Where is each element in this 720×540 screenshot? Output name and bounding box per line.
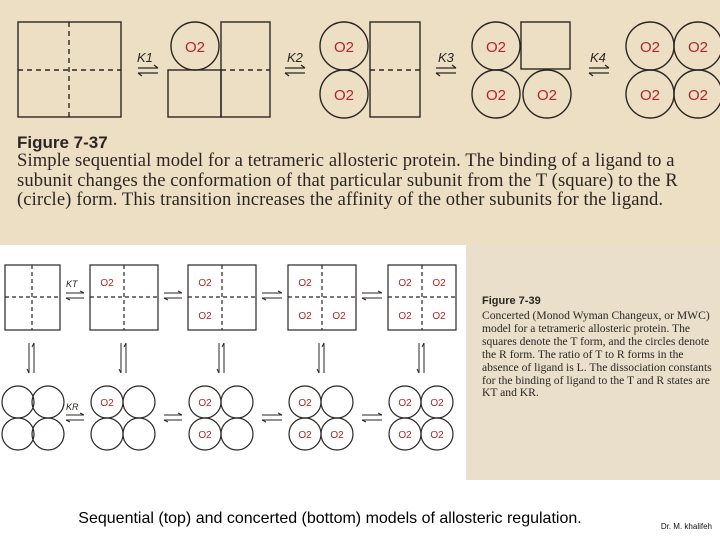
o2-label: O2 <box>298 398 312 409</box>
o2-label: O2 <box>298 311 312 322</box>
author-credit: Dr. M. khalifeh <box>660 522 712 531</box>
o2-label: O2 <box>398 278 412 289</box>
o2-label: O2 <box>687 39 709 56</box>
o2-label: O2 <box>333 87 355 104</box>
figure-caption-bottom: Concerted (Monod Wyman Changeux, or MWC) model for a tetrameric allosteric protein. The squares denote the T form, and the circles denote the R form. The ratio of T to R forms in the absence of ligand is L. The dissociation constants for the binding of ligand to the T and R states are KT and KR. <box>482 309 712 400</box>
kr-label: KR <box>66 402 79 412</box>
o2-label: O2 <box>333 39 355 56</box>
figure-caption-top: Simple sequential model for a tetrameric allosteric protein. The binding of a ligand to a subunit changes the conformation of that particular subunit from the T (square) to the R (circle) form. This transition increases the affinity of the other subunits for the ligand. <box>17 150 678 210</box>
o2-label: O2 <box>485 87 507 104</box>
o2-label: O2 <box>184 39 206 56</box>
o2-label: O2 <box>687 87 709 104</box>
o2-label: O2 <box>198 278 212 289</box>
o2-label: O2 <box>432 311 446 322</box>
k4-label: K4 <box>590 50 606 65</box>
k1-label: K1 <box>137 50 153 65</box>
o2-label: O2 <box>198 430 212 441</box>
o2-label: O2 <box>639 39 661 56</box>
o2-label: O2 <box>639 87 661 104</box>
kt-label: KT <box>66 279 78 289</box>
o2-label: O2 <box>298 430 312 441</box>
concerted-model-diagram <box>0 245 466 480</box>
o2-label: O2 <box>298 278 312 289</box>
o2-label: O2 <box>432 278 446 289</box>
o2-label: O2 <box>398 311 412 322</box>
o2-label: O2 <box>332 311 346 322</box>
concerted-model-panel <box>0 245 466 480</box>
sequential-model-diagram <box>0 0 720 130</box>
o2-label: O2 <box>398 430 412 441</box>
k2-label: K2 <box>287 50 303 65</box>
slide-caption: Sequential (top) and concerted (bottom) models of allosteric regulation. <box>78 510 582 527</box>
figure-number-bottom: Figure 7-39 <box>482 295 541 307</box>
o2-label: O2 <box>330 430 344 441</box>
o2-label: O2 <box>198 311 212 322</box>
figure-number-top: Figure 7-37 <box>17 133 108 152</box>
o2-label: O2 <box>100 398 114 409</box>
top-figure-panel <box>0 0 720 245</box>
o2-label: O2 <box>430 430 444 441</box>
o2-label: O2 <box>536 87 558 104</box>
o2-label: O2 <box>100 278 114 289</box>
o2-label: O2 <box>430 398 444 409</box>
o2-label: O2 <box>485 39 507 56</box>
o2-label: O2 <box>198 398 212 409</box>
k3-label: K3 <box>438 50 454 65</box>
o2-label: O2 <box>398 398 412 409</box>
